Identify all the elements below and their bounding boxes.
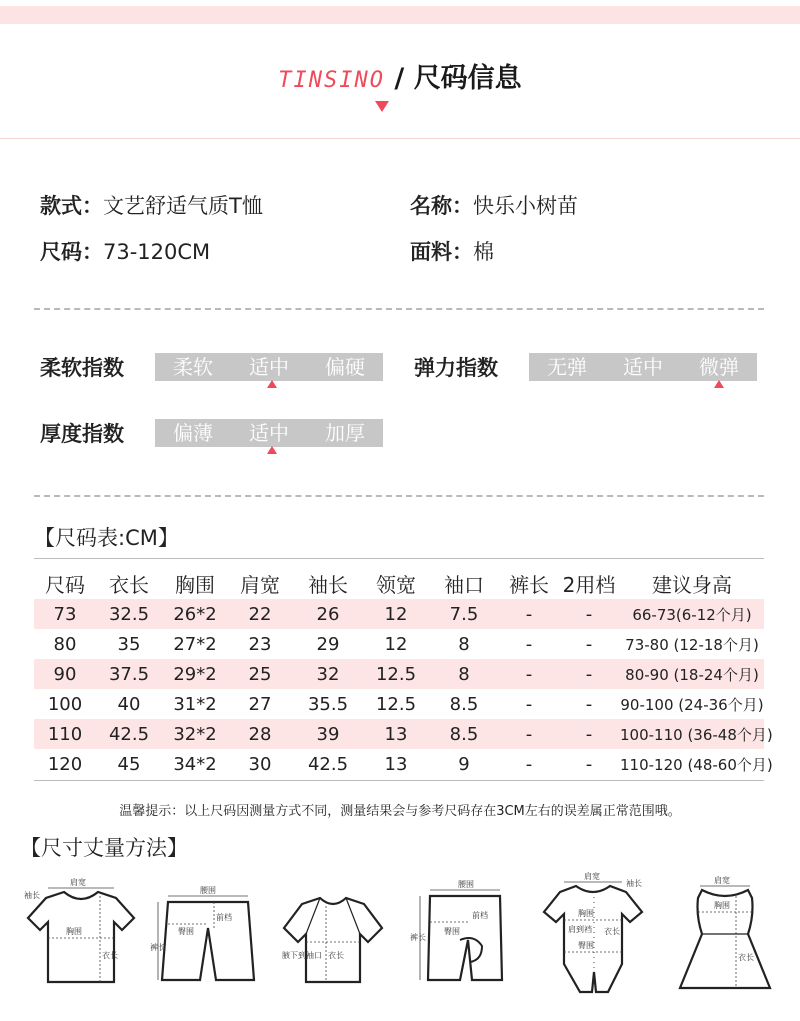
table-cell: 26 bbox=[316, 603, 340, 625]
header-length: 衣长 bbox=[109, 572, 149, 597]
table-top-border bbox=[34, 558, 764, 559]
header-crotch: 2用档 bbox=[562, 572, 616, 597]
table-cell: 8.5 bbox=[449, 693, 479, 715]
romper-sleeve-label: 袖长 bbox=[626, 879, 642, 888]
thickness-option-1: 偏薄 bbox=[173, 421, 213, 445]
table-cell: 9 bbox=[458, 753, 470, 775]
romper-length-label: 衣长 bbox=[604, 927, 620, 936]
fabric-info bbox=[410, 236, 494, 266]
table-cell: 13 bbox=[384, 723, 408, 745]
romper-diagram-icon bbox=[538, 872, 650, 996]
title-separator: / bbox=[385, 63, 414, 94]
name-label: 名称： bbox=[410, 194, 473, 218]
style-info bbox=[40, 190, 263, 220]
table-row bbox=[34, 719, 773, 749]
header-pants: 裤长 bbox=[509, 572, 549, 597]
table-row bbox=[34, 689, 764, 719]
header-shoulder: 肩宽 bbox=[240, 572, 280, 597]
table-cell: 37.5 bbox=[108, 663, 150, 685]
header-sleeve: 袖长 bbox=[308, 572, 348, 597]
shorts-diagram-icon bbox=[150, 888, 262, 990]
thickness-label: 厚度指数 bbox=[40, 422, 124, 446]
table-header-row bbox=[34, 567, 764, 599]
table-cell: 7.5 bbox=[449, 603, 479, 625]
romper-shoulder-label: 肩宽 bbox=[584, 872, 600, 881]
pants-diagram-icon bbox=[408, 880, 512, 990]
table-cell: 8 bbox=[458, 633, 470, 655]
table-cell: 12.5 bbox=[375, 663, 417, 685]
tshirt-diagram-icon bbox=[22, 878, 140, 990]
dress-diagram-icon bbox=[670, 876, 780, 996]
table-row bbox=[34, 629, 764, 659]
table-cell: 27*2 bbox=[173, 633, 217, 655]
table-cell: 35 bbox=[117, 633, 141, 655]
top-band bbox=[0, 6, 800, 24]
table-cell: 80-90 (18-24个月) bbox=[625, 665, 759, 684]
table-cell: 32.5 bbox=[108, 603, 150, 625]
table-cell: 8 bbox=[458, 663, 470, 685]
table-cell: 28 bbox=[248, 723, 272, 745]
table-cell: 12 bbox=[384, 633, 408, 655]
table-cell: 12 bbox=[384, 603, 408, 625]
table-cell: 42.5 bbox=[108, 723, 150, 745]
raglan-tee-diagram-icon bbox=[280, 888, 386, 990]
softness-marker-icon bbox=[267, 380, 277, 388]
table-cell: 35.5 bbox=[307, 693, 349, 715]
raglan-underarm-label: 腋下到袖口 bbox=[282, 951, 322, 960]
divider-dashed-2 bbox=[34, 495, 764, 497]
table-cell: 29 bbox=[316, 633, 340, 655]
size-label: 尺码： bbox=[40, 240, 103, 264]
header-height: 建议身高 bbox=[652, 572, 732, 597]
table-cell: 27 bbox=[248, 693, 272, 715]
table-cell: - bbox=[585, 663, 593, 685]
elasticity-option-3: 微弹 bbox=[699, 355, 739, 379]
thickness-marker-icon bbox=[267, 446, 277, 454]
table-cell: - bbox=[585, 603, 593, 625]
table-cell: 25 bbox=[248, 663, 272, 685]
table-cell: 100-110 (36-48个月) bbox=[620, 725, 773, 744]
table-cell: 26*2 bbox=[173, 603, 217, 625]
table-cell: 66-73(6-12个月) bbox=[632, 605, 752, 624]
table-cell: 80 bbox=[53, 633, 77, 655]
table-cell: 12.5 bbox=[375, 693, 417, 715]
table-cell: - bbox=[525, 753, 533, 775]
table-cell: - bbox=[525, 693, 533, 715]
table-cell: 110-120 (48-60个月) bbox=[620, 755, 773, 774]
shorts-length-label: 裤长 bbox=[150, 943, 166, 952]
name-info bbox=[410, 190, 578, 220]
table-cell: - bbox=[525, 663, 533, 685]
pants-waist-label: 腰围 bbox=[458, 880, 474, 889]
table-cell: - bbox=[585, 723, 593, 745]
table-cell: 120 bbox=[47, 753, 83, 775]
title-arrow-icon bbox=[375, 101, 389, 112]
dress-length-label: 衣长 bbox=[738, 953, 754, 962]
page-title bbox=[0, 56, 800, 95]
tshirt-sleeve-label: 袖长 bbox=[24, 891, 40, 900]
table-cell: 110 bbox=[47, 723, 83, 745]
size-value: 73-120CM bbox=[103, 240, 211, 264]
style-label: 款式： bbox=[40, 194, 103, 218]
tshirt-length-label: 衣长 bbox=[102, 951, 118, 960]
table-cell: - bbox=[525, 603, 533, 625]
elasticity-option-2: 适中 bbox=[623, 355, 663, 379]
table-cell: 73-80 (12-18个月) bbox=[625, 635, 759, 654]
softness-option-2: 适中 bbox=[249, 355, 289, 379]
divider-dashed bbox=[34, 308, 764, 310]
table-cell: 32*2 bbox=[173, 723, 217, 745]
softness-label: 柔软指数 bbox=[40, 356, 124, 380]
romper-hip-label: 臀围 bbox=[578, 941, 594, 950]
romper-crotch-label: 肩到裆 bbox=[568, 925, 592, 934]
shorts-hip-label: 臀围 bbox=[178, 927, 194, 936]
measure-title: 【尺寸丈量方法】 bbox=[20, 836, 188, 860]
fabric-label: 面料： bbox=[410, 240, 473, 264]
table-cell: 100 bbox=[47, 693, 83, 715]
size-info bbox=[40, 236, 210, 266]
table-cell: 31*2 bbox=[173, 693, 217, 715]
header-size: 尺码 bbox=[45, 572, 85, 597]
thickness-option-2: 适中 bbox=[249, 421, 289, 445]
table-row bbox=[34, 749, 773, 779]
table-cell: 39 bbox=[316, 723, 340, 745]
size-note: 温馨提示：以上尺码因测量方式不同，测量结果会与参考尺码存在3CM左右的误差属正常范围哦。 bbox=[119, 804, 681, 819]
elasticity-marker-icon bbox=[714, 380, 724, 388]
pants-length-label: 裤长 bbox=[410, 933, 426, 942]
table-cell: 90-100 (24-36个月) bbox=[620, 695, 764, 714]
header-divider bbox=[0, 138, 800, 139]
table-cell: 30 bbox=[248, 753, 272, 775]
table-cell: 22 bbox=[248, 603, 272, 625]
dress-shoulder-label: 肩宽 bbox=[714, 876, 730, 885]
table-row bbox=[34, 659, 764, 689]
table-cell: 23 bbox=[248, 633, 272, 655]
fabric-value: 棉 bbox=[473, 240, 494, 264]
header-chest: 胸围 bbox=[175, 572, 215, 597]
table-cell: 40 bbox=[117, 693, 141, 715]
softness-option-3: 偏硬 bbox=[325, 355, 365, 379]
table-row bbox=[34, 599, 764, 629]
table-cell: 8.5 bbox=[449, 723, 479, 745]
measurement-diagrams bbox=[0, 870, 800, 1010]
pants-hip-label: 臀围 bbox=[444, 927, 460, 936]
table-cell: 73 bbox=[53, 603, 77, 625]
style-value: 文艺舒适气质T恤 bbox=[103, 194, 263, 218]
shorts-waist-label: 腰围 bbox=[200, 886, 216, 895]
tshirt-shoulder-label: 肩宽 bbox=[70, 878, 86, 887]
header-cuff: 袖口 bbox=[444, 572, 484, 597]
brand-logo: TINSINO bbox=[278, 68, 386, 93]
table-cell: - bbox=[525, 723, 533, 745]
table-cell: 45 bbox=[117, 753, 141, 775]
table-bottom-border bbox=[34, 780, 764, 781]
table-cell: 32 bbox=[316, 663, 340, 685]
elasticity-scale bbox=[529, 353, 757, 381]
pants-rise-label: 前档 bbox=[472, 911, 488, 920]
table-cell: 42.5 bbox=[307, 753, 349, 775]
table-cell: - bbox=[585, 693, 593, 715]
elasticity-label: 弹力指数 bbox=[414, 356, 498, 380]
shorts-rise-label: 前档 bbox=[216, 913, 232, 922]
thickness-scale bbox=[155, 419, 383, 447]
name-value: 快乐小树苗 bbox=[473, 194, 578, 218]
header-collar: 领宽 bbox=[376, 572, 416, 597]
table-cell: 29*2 bbox=[173, 663, 217, 685]
tshirt-chest-label: 胸围 bbox=[66, 927, 82, 936]
table-cell: 90 bbox=[53, 663, 77, 685]
table-cell: 13 bbox=[384, 753, 408, 775]
table-cell: 34*2 bbox=[173, 753, 217, 775]
raglan-length-label: 衣长 bbox=[328, 951, 344, 960]
softness-scale bbox=[155, 353, 383, 381]
table-cell: - bbox=[585, 633, 593, 655]
table-cell: - bbox=[525, 633, 533, 655]
size-table-title: 【尺码表:CM】 bbox=[34, 526, 179, 550]
elasticity-option-1: 无弹 bbox=[547, 355, 587, 379]
romper-chest-label: 胸围 bbox=[578, 909, 594, 918]
softness-option-1: 柔软 bbox=[173, 355, 213, 379]
title-text: 尺码信息 bbox=[413, 63, 522, 94]
thickness-option-3: 加厚 bbox=[325, 421, 365, 445]
dress-chest-label: 胸围 bbox=[714, 901, 730, 910]
table-cell: - bbox=[585, 753, 593, 775]
